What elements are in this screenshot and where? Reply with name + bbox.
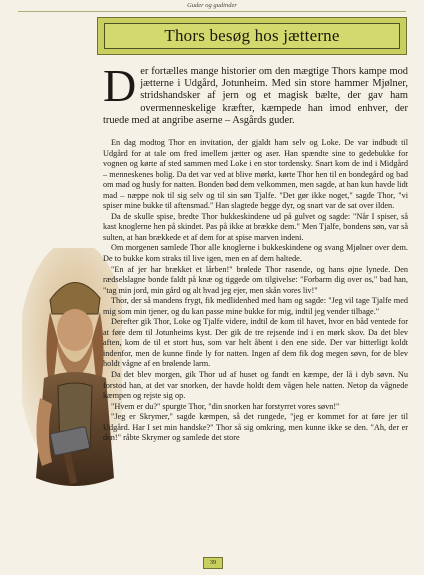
paragraph: Thor, der så mandens frygt, fik medlidenhed med ham og sagde: "Jeg vil tage Tjalfe med mig som min tjener, og du kan passe mine bukke for mig, indtil jeg vender tilbage." [103,296,408,316]
page-title: Thors besøg hos jætterne [164,26,340,45]
intro-text: er fortælles mange historier om den mægtige Thors kampe mod jætterne i Udgård, Jotunheim. Med sin store hammer Mjølner, stridshandsker af jern og et magisk bælte, der gav ham overmenneskelige kræfter, kæmpede han imod enhver, der truede med at angribe aserne – Asgårds guder. [103,66,408,126]
paragraph: Derefter gik Thor, Loke og Tjalfe videre, indtil de kom til havet, hvor en båd ventede for at føre dem til Jotunheims kyst. Der gik de tre rejsende ind i en mørk skov. Da det blev aften, kom de til et stort hus, som var helt åbent i den ene side. Der var bitterligt koldt indenfor, men de kunne finde ly for natten. Ingen af dem fik dog megen søvn, for de blev holdt vågne af en brølende larm. [103,317,408,369]
paragraph: "Jeg er Skrymer," sagde kæmpen, så det rungede, "jeg er kommet for at føre jer til Udgård. Har I set min handske?" Thor så sig omkring, men kunne ikke se den. "Ah, der er den!" råbte Skrymer og samlede det store [103,412,408,443]
drop-cap: D [103,60,137,111]
paragraph: "Hvem er du?" spurgte Thor, "din snorken har forstyrret vores søvn!" [111,401,340,411]
paragraph: Om morgenen samlede Thor alle knoglerne i bukkeskindene og svang Mjølner over dem. De to bukke kom straks til live igen, men en af dem haltede. [103,243,408,264]
paragraph: "En af jer har brækket et lårben!" brølede Thor rasende, og hans øjne lynede. Den rædselslagne bonde faldt på knæ og tiggede om tilgivelse: "Forbarm dig over os," bad han, "tag min jord, min gård og alt hvad jeg ejer, men skån vores liv!" [103,264,408,295]
paragraph: Da det blev morgen, gik Thor ud af huset og fandt en kæmpe, der lå i dyb søvn. Nu forstod han, at det var snorken, der havde holdt dem vågen hele natten. Netop da vågnede kæmpen og rejste sig op. [103,370,408,401]
paragraph: Da de skulle spise, bredte Thor bukkeskindene ud på gulvet og sagde: "Når I spiser, så kast knoglerne hen på skindet. Pas på ikke at brække dem." Men Tjalfe, bondens søn, var så sulten, at han brækkede et af dem for at spise marven indeni. [103,211,408,242]
header-rule [18,11,406,12]
running-head: Guder og gudinder [187,2,237,9]
page-number: 39 [203,557,223,569]
intro-paragraph [103,60,408,127]
title-frame [104,23,400,49]
paragraph: En dag modtog Thor en invitation, der gjaldt ham selv og Loke. De var indbudt til Udgård for at tale om fred imellem jætter og aser. Han spændte sine to gedebukke for vognen og kørte af sted sammen med Loke i en stor tordensky. Snart kom de ind i Midgård – menneskenes bolig. Da det var ved at blive mørkt, kørte Thor hen til en bondegård og bad om mad og husly for natten. Bonden bød dem velkommen, men sagde, at han kun havde lidt mad – næppe nok til sig selv og til sin søn Tjalfe. "Det gør ikke noget," sagde Thor, "vi spiser mine bukke til aftensmad." Han slagtede begge dyr, og snart var de sat over ilden. [103,138,408,211]
body-text [103,138,408,444]
title-banner [97,17,407,55]
